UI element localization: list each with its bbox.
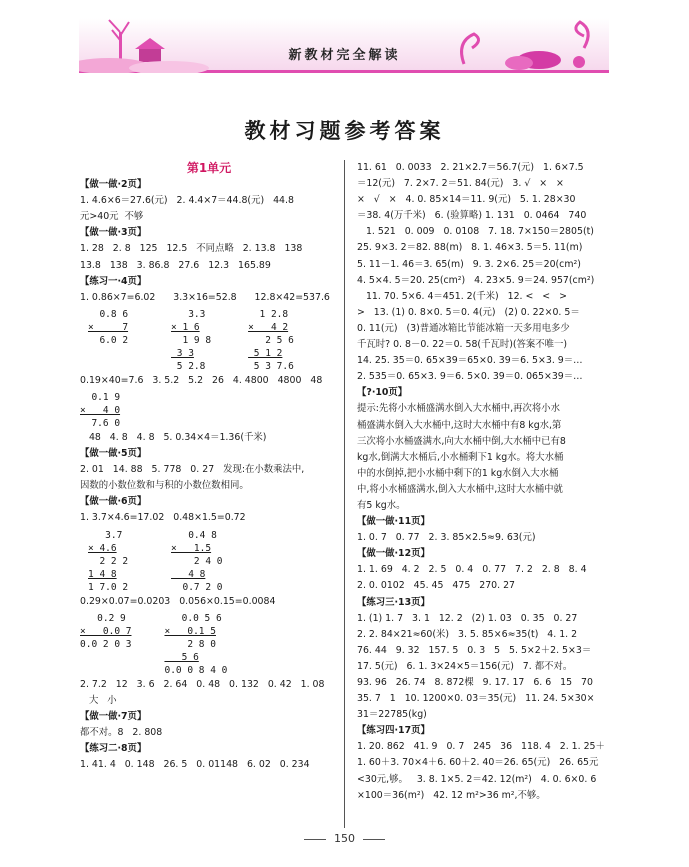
section-heading: 【练习四·17页】 bbox=[357, 725, 430, 737]
answer-line: > 13. (1) 0. 8×0. 5＝0. 4(元) (2) 0. 22×0. 5＝ bbox=[357, 306, 580, 318]
answer-line: 1. 60＋3. 70×4＋6. 60＋2. 40＝26. 65(元) 26. 65元 bbox=[357, 757, 599, 769]
answer-line: 因数的小数位数和与积的小数位数相同。 bbox=[80, 480, 249, 492]
section-heading: 【练习一·4页】 bbox=[80, 275, 147, 287]
answer-line: ＝12(元) 7. 2×7. 2＝51. 84(元) 3. √ × × bbox=[357, 178, 564, 190]
unit-title: 第1单元 bbox=[186, 161, 232, 175]
calc-line: 5 1 2 bbox=[248, 347, 283, 359]
answer-line: ＝38. 4(万千米) 6. (验算略) 1. 131 0. 0464 740 bbox=[357, 210, 587, 222]
answer-line: 0.19×40=7.6 3. 5.2 5.2 26 4. 4800 4800 48 bbox=[80, 374, 323, 386]
calc-line: 5 3 7.6 bbox=[248, 360, 294, 372]
answer-line: 11. 61 0. 0033 2. 21×2.7＝56.7(元) 1. 6×7.5 bbox=[357, 162, 584, 173]
calc-block bbox=[88, 308, 128, 347]
calc-block bbox=[248, 308, 294, 373]
calc-line: × 4.6 bbox=[88, 542, 117, 554]
answer-line: 48 4. 8 4. 8 5. 0.34×4＝1.36(千米) bbox=[80, 431, 267, 443]
answer-line: × √ × 4. 0. 85×14＝11. 9(元) 5. 1. 28×30 bbox=[357, 194, 576, 206]
answer-line: 35. 7 1 10. 1200×0. 03＝35(元) 11. 24. 5×30× bbox=[357, 693, 595, 705]
page-number: 150 bbox=[0, 832, 689, 845]
column-divider bbox=[344, 160, 345, 828]
calc-line: 1 9 8 bbox=[171, 334, 212, 346]
answer-line: 1. 3.7×4.6=17.02 0.48×1.5=0.72 bbox=[80, 512, 246, 524]
calc-line: 2 4 0 bbox=[171, 555, 223, 567]
calc-line: 1 2.8 bbox=[248, 308, 289, 320]
answer-line: 4. 5×4. 5＝20. 25(cm²) 4. 23×5. 9＝24. 957(cm²) bbox=[357, 274, 595, 286]
calc-block bbox=[171, 308, 211, 373]
answer-line: 1. 41. 4 0. 148 26. 5 0. 01148 6. 02 0. 234 bbox=[80, 759, 310, 771]
answer-line: 17. 5(元) 6. 1. 3×24×5＝156(元) 7. 都不对。 bbox=[357, 660, 573, 672]
answer-line: 1. 1. 69 4. 2 2. 5 0. 4 0. 77 7. 2 2. 8 8. 4 bbox=[357, 564, 587, 576]
calc-block bbox=[80, 612, 131, 651]
answer-line: 1. 0.86×7=6.02 3.3×16=52.8 12.8×42=537.6 bbox=[80, 291, 330, 303]
calc-line: × 1 6 bbox=[171, 321, 200, 333]
answer-line: 千瓦时? 0. 8－0. 22＝0. 58(千瓦时)(答案不唯一) bbox=[357, 339, 568, 351]
vertical-calculations bbox=[80, 529, 338, 594]
section-heading: 【做一做·6页】 bbox=[80, 496, 147, 508]
calc-line: 0.7 2 0 bbox=[171, 581, 223, 593]
calc-line: 0.8 6 bbox=[88, 308, 129, 320]
page-title: 教材习题参考答案 bbox=[244, 118, 445, 143]
answer-line: 14. 25. 35＝0. 65×39＝65×0. 39＝6. 5×3. 9＝… bbox=[357, 355, 583, 367]
answer-line: 1. 521 0. 009 0. 0108 7. 18. 7×150＝2805(t) bbox=[357, 226, 594, 238]
right-column bbox=[357, 160, 612, 804]
answer-line: 76. 44 9. 32 157. 5 0. 3 5 5. 5×2＋2. 5×3＝ bbox=[357, 644, 592, 656]
section-heading: 【做一做·2页】 bbox=[80, 179, 147, 191]
calc-block bbox=[171, 529, 222, 594]
answer-line: 桶盛满水倒入大水桶中,这时大水桶中有8 kg水,第 bbox=[357, 419, 562, 431]
answer-line: 1. 0. 7 0. 77 2. 3. 85×2.5≈9. 63(元) bbox=[357, 532, 536, 544]
answer-line: 0.29×0.07=0.0203 0.056×0.15=0.0084 bbox=[80, 595, 276, 607]
calc-line: × 1.5 bbox=[171, 542, 212, 554]
section-heading: 【?·10页】 bbox=[357, 387, 408, 399]
answer-line: 1. 4.6×6＝27.6(元) 2. 4.4×7＝44.8(元) 44.8 bbox=[80, 195, 294, 207]
calc-line: × 7 bbox=[88, 321, 129, 333]
vertical-calculations bbox=[80, 391, 338, 430]
answer-line: ×100＝36(m²) 42. 12 m²>36 m²,不够。 bbox=[357, 789, 546, 801]
section-heading: 【做一做·12页】 bbox=[357, 548, 430, 560]
answer-line: 13.8 138 3. 86.8 27.6 12.3 165.89 bbox=[80, 259, 271, 271]
calc-line: 5 6 bbox=[164, 651, 199, 663]
vertical-calculations bbox=[80, 612, 338, 677]
answer-line: 三次将小水桶盛满水,向大水桶中倒,大水桶中已有8 bbox=[357, 435, 566, 447]
calc-line: 0.1 9 bbox=[80, 391, 121, 403]
answer-line: 2. 535＝0. 65×3. 9＝6. 5×0. 39＝0. 065×39＝… bbox=[357, 371, 583, 383]
section-heading: 【做一做·11页】 bbox=[357, 516, 430, 528]
calc-line: 2 2 2 bbox=[88, 555, 129, 567]
calc-line: 5 2.8 bbox=[171, 360, 206, 372]
calc-line: 3 3 bbox=[171, 347, 194, 359]
section-heading: 【做一做·3页】 bbox=[80, 227, 147, 239]
calc-line: 2 8 0 bbox=[164, 638, 216, 650]
calc-line: 0.4 8 bbox=[171, 529, 217, 541]
banner-title: 新教材完全解读 bbox=[288, 48, 401, 63]
calc-line: 4 8 bbox=[171, 568, 206, 580]
answer-line: 2. 2. 84×21≈60(米) 3. 5. 85×6≈35(t) 4. 1. 2 bbox=[357, 628, 578, 640]
calc-line: × 0.1 5 bbox=[164, 625, 216, 637]
answer-line: 31＝22785(kg) bbox=[357, 709, 427, 721]
section-heading: 【做一做·7页】 bbox=[80, 710, 147, 722]
calc-line: × 0.0 7 bbox=[80, 625, 132, 637]
calc-line: 3.3 bbox=[171, 308, 206, 320]
section-heading: 【练习二·8页】 bbox=[80, 742, 147, 754]
section-heading: 【练习三·13页】 bbox=[357, 596, 430, 608]
answer-line: 都不对。8 2. 808 bbox=[80, 726, 163, 738]
answer-line: kg水,倒满大水桶后,小水桶剩下1 kg水。将大水桶 bbox=[357, 451, 564, 463]
answer-line: 1. 20. 862 41. 9 0. 7 245 36 118. 4 2. 1. 25＋ bbox=[357, 741, 605, 753]
calc-line: 1 4 8 bbox=[88, 568, 117, 580]
answer-line: 1. 28 2. 8 125 12.5 不同点略 2. 13.8 138 bbox=[80, 243, 303, 255]
answer-line: 0. 11(元) (3)普通冰箱比节能冰箱一天多用电多少 bbox=[357, 322, 570, 334]
answer-line: 中的水倒掉,把小水桶中剩下的1 kg水倒入大水桶 bbox=[357, 467, 559, 479]
answer-line: 提示:先将小水桶盛满水倒入大水桶中,再次将小水 bbox=[357, 403, 561, 415]
answer-line: 11. 70. 5×6. 4＝451. 2(千米) 12. < < > bbox=[357, 290, 567, 302]
calc-line: 0.2 9 bbox=[80, 612, 126, 624]
answer-line: 2. 0. 0102 45. 45 475 270. 27 bbox=[357, 580, 516, 592]
calc-line: 2 5 6 bbox=[248, 334, 294, 346]
calc-line: 3.7 bbox=[88, 529, 123, 541]
calc-block bbox=[164, 612, 227, 677]
calc-line: × 4 2 bbox=[248, 321, 289, 333]
answer-line: 大 小 bbox=[80, 694, 117, 706]
answer-line: 25. 9×3. 2＝82. 88(m) 8. 1. 46×3. 5＝5. 11(m) bbox=[357, 242, 583, 254]
calc-block bbox=[88, 529, 128, 594]
calc-line: 1 7.0 2 bbox=[88, 581, 129, 593]
calc-block bbox=[80, 391, 120, 430]
answer-line: <30元,够。 3. 8. 1×5. 2＝42. 12(m²) 4. 0. 6×0. 6 bbox=[357, 773, 597, 785]
calc-line: × 4 0 bbox=[80, 404, 121, 416]
answer-line: 2. 7.2 12 3. 6 2. 64 0. 48 0. 132 0. 42 1. 08 bbox=[80, 678, 325, 690]
answer-line: 中,将小水桶盛满水,倒入大水桶中,这时大水桶中就 bbox=[357, 483, 563, 495]
calc-line: 6.0 2 bbox=[88, 334, 129, 346]
answer-line: 有5 kg水。 bbox=[357, 499, 406, 511]
answer-line: 93. 96 26. 74 8. 872棵 9. 17. 17 6. 6 15 70 bbox=[357, 677, 593, 688]
calc-line: 0.0 2 0 3 bbox=[80, 638, 132, 650]
answer-line: 元>40元 不够 bbox=[80, 211, 144, 223]
calc-line: 0.0 0 8 4 0 bbox=[164, 664, 228, 676]
left-column bbox=[80, 160, 338, 773]
vertical-calculations bbox=[80, 308, 338, 373]
calc-line: 7.6 0 bbox=[80, 417, 121, 429]
calc-line: 0.0 5 6 bbox=[164, 612, 222, 624]
section-heading: 【做一做·5页】 bbox=[80, 448, 147, 460]
answer-line: 1. (1) 1. 7 3. 1 12. 2 (2) 1. 03 0. 35 0. 27 bbox=[357, 612, 578, 624]
answer-line: 5. 11－1. 46＝3. 65(m) 9. 3. 2×6. 25＝20(cm²) bbox=[357, 258, 581, 270]
answer-line: 2. 01 14. 88 5. 778 0. 27 发现:在小数乘法中, bbox=[80, 464, 305, 476]
